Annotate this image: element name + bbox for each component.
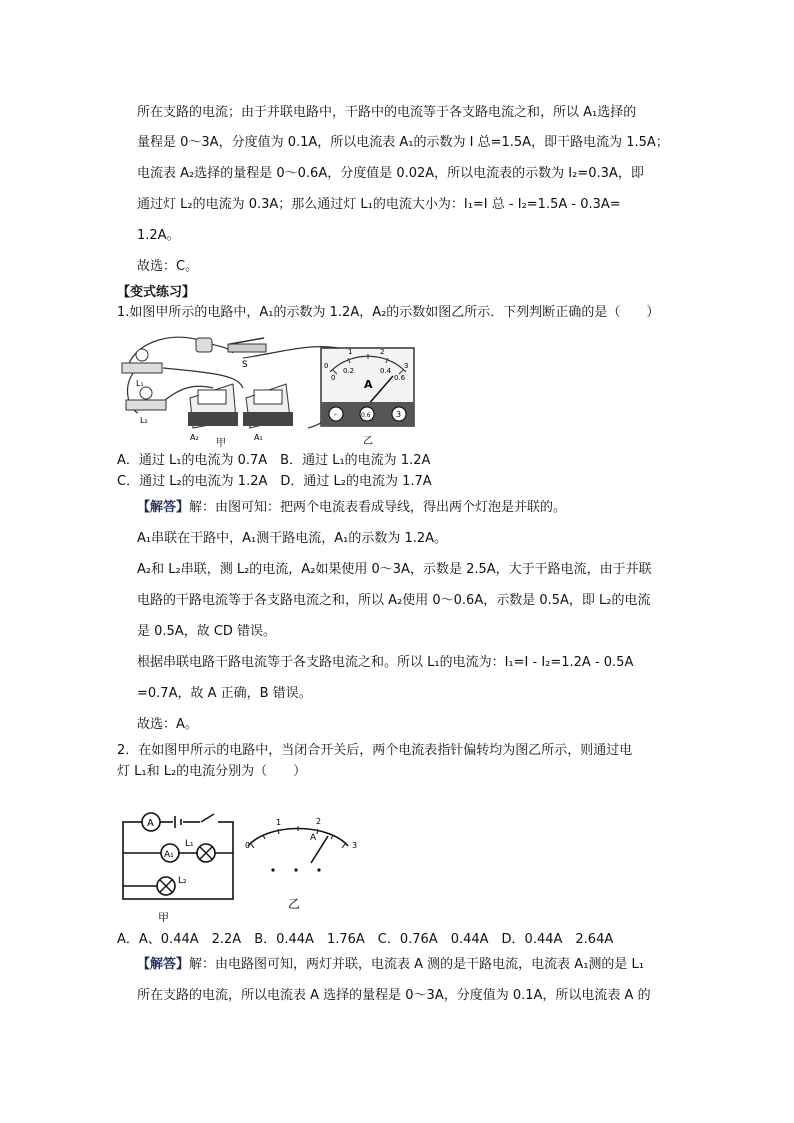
- dial-tick-0-inner: 0: [331, 374, 336, 382]
- figure-2-yi-label: 乙: [288, 897, 301, 911]
- dial-tick-0-6: 0.6: [394, 374, 406, 382]
- dial2-tick-3: 3: [352, 841, 358, 850]
- switch-label: S: [242, 360, 248, 370]
- terminal-minus: -: [334, 410, 337, 419]
- dial-tick-0-4: 0.4: [380, 367, 392, 375]
- question-1: 1.如图甲所示的电路中，A₁的示数为 1.2A，A₂的示数如图乙所示．下列判断正确的是（ ）: [117, 305, 660, 320]
- text-line: 是 0.5A，故 CD 错误。: [137, 624, 277, 639]
- text-line: A₂和 L₂串联，测 L₂的电流，A₂如果使用 0～3A，示数是 2.5A，大于干路电流，由于并联: [137, 562, 652, 577]
- section-heading: 【变式练习】: [117, 285, 196, 300]
- answer-tag: 【解答】: [137, 957, 190, 972]
- circuit-ammeter-A1: A₁: [164, 850, 174, 860]
- answer-text: 解：由图可知：把两个电流表看成导线，得出两个灯泡是并联的。: [189, 500, 567, 515]
- text-line: 故选：C。: [137, 259, 199, 274]
- text-line: 量程是 0～3A，分度值为 0.1A，所以电流表 A₁的示数为 I 总=1.5A，即干路电流为 1.5A；: [137, 135, 669, 150]
- lamp-L1-label: L₁: [136, 379, 144, 388]
- dial-tick-0-2: 0.2: [343, 367, 355, 375]
- figure-yi-label: 乙: [363, 436, 373, 447]
- text-line: 1.2A。: [137, 228, 180, 243]
- text-line: 所在支路的电流；由于并联电路中，干路中的电流等于各支路电流之和，所以 A₁选择的: [137, 105, 637, 120]
- text-line: 电流表 A₂选择的量程是 0～0.6A，分度值是 0.02A，所以电流表的示数为 I₂=0.3A，即: [137, 166, 644, 181]
- circuit-lamp-L2: L₂: [178, 876, 187, 886]
- figure-1-circuit-photos: [118, 328, 423, 453]
- terminal-3: 3: [396, 410, 402, 419]
- answer-2-line-1: [137, 956, 644, 974]
- dial2-tick-1: 1: [276, 818, 282, 827]
- answer-1-line-1: [137, 499, 566, 517]
- figure-2-circuit: [118, 808, 368, 926]
- ammeter-A1-label: A₁: [254, 433, 263, 442]
- text-line: 所在支路的电流，所以电流表 A 选择的量程是 0～3A，分度值为 0.1A，所以电流表 A 的: [137, 988, 651, 1003]
- circuit-ammeter-A: A: [147, 818, 154, 829]
- dial-tick-1: 1: [348, 348, 353, 356]
- question-2-line-2: 灯 L₁和 L₂的电流分别为（ ）: [117, 764, 307, 779]
- q1-options-row1: A．通过 L₁的电流为 0.7A B．通过 L₁的电流为 1.2A: [117, 453, 431, 468]
- figure-2-jia-label: 甲: [158, 911, 169, 924]
- text-line: 电路的干路电流等于各支路电流之和，所以 A₂使用 0～0.6A，示数是 0.5A，即 L₂的电流: [137, 593, 651, 608]
- dial-tick-2: 2: [380, 348, 385, 356]
- circuit-lamp-L1: L₁: [185, 839, 194, 849]
- figure-jia-label: 甲: [216, 438, 226, 449]
- dial2-tick-2: 2: [316, 817, 322, 826]
- answer-text: 解：由电路图可知，两灯并联，电流表 A 测的是干路电流，电流表 A₁测的是 L₁: [189, 957, 644, 972]
- dial-unit-A: A: [364, 378, 373, 391]
- dial2-tick-0: 0: [245, 841, 251, 850]
- answer-tag: 【解答】: [137, 500, 190, 515]
- text-line: =0.7A，故 A 正确，B 错误。: [137, 686, 312, 701]
- dial-tick-0-outer: 0: [324, 362, 329, 370]
- text-line: 故选：A。: [137, 717, 198, 732]
- text-line: 根据串联电路干路电流等于各支路电流之和。所以 L₁的电流为：I₁=I - I₂=1.2A - 0.5A: [137, 655, 634, 670]
- dial-tick-3: 3: [404, 362, 409, 370]
- ammeter-A2-label: A₂: [190, 433, 199, 442]
- text-line: A₁串联在干路中，A₁测干路电流，A₁的示数为 1.2A。: [137, 531, 448, 546]
- text-line: 通过灯 L₂的电流为 0.3A；那么通过灯 L₁的电流大小为：I₁=I 总 - I₂=1.5A - 0.3A=: [137, 197, 621, 212]
- lamp-L2-label: L₂: [140, 416, 148, 425]
- question-2-line-1: 2．在如图甲所示的电路中，当闭合开关后，两个电流表指针偏转均为图乙所示，则通过电: [117, 743, 633, 758]
- q1-options-row2: C．通过 L₂的电流为 1.2A D．通过 L₂的电流为 1.7A: [117, 474, 432, 489]
- dial2-unit-A: A: [310, 833, 317, 843]
- terminal-0-6: 0.6: [361, 412, 371, 419]
- q2-options: A．A、0.44A 2.2A B．0.44A 1.76A C．0.76A 0.44A D．0.44A 2.64A: [117, 932, 614, 947]
